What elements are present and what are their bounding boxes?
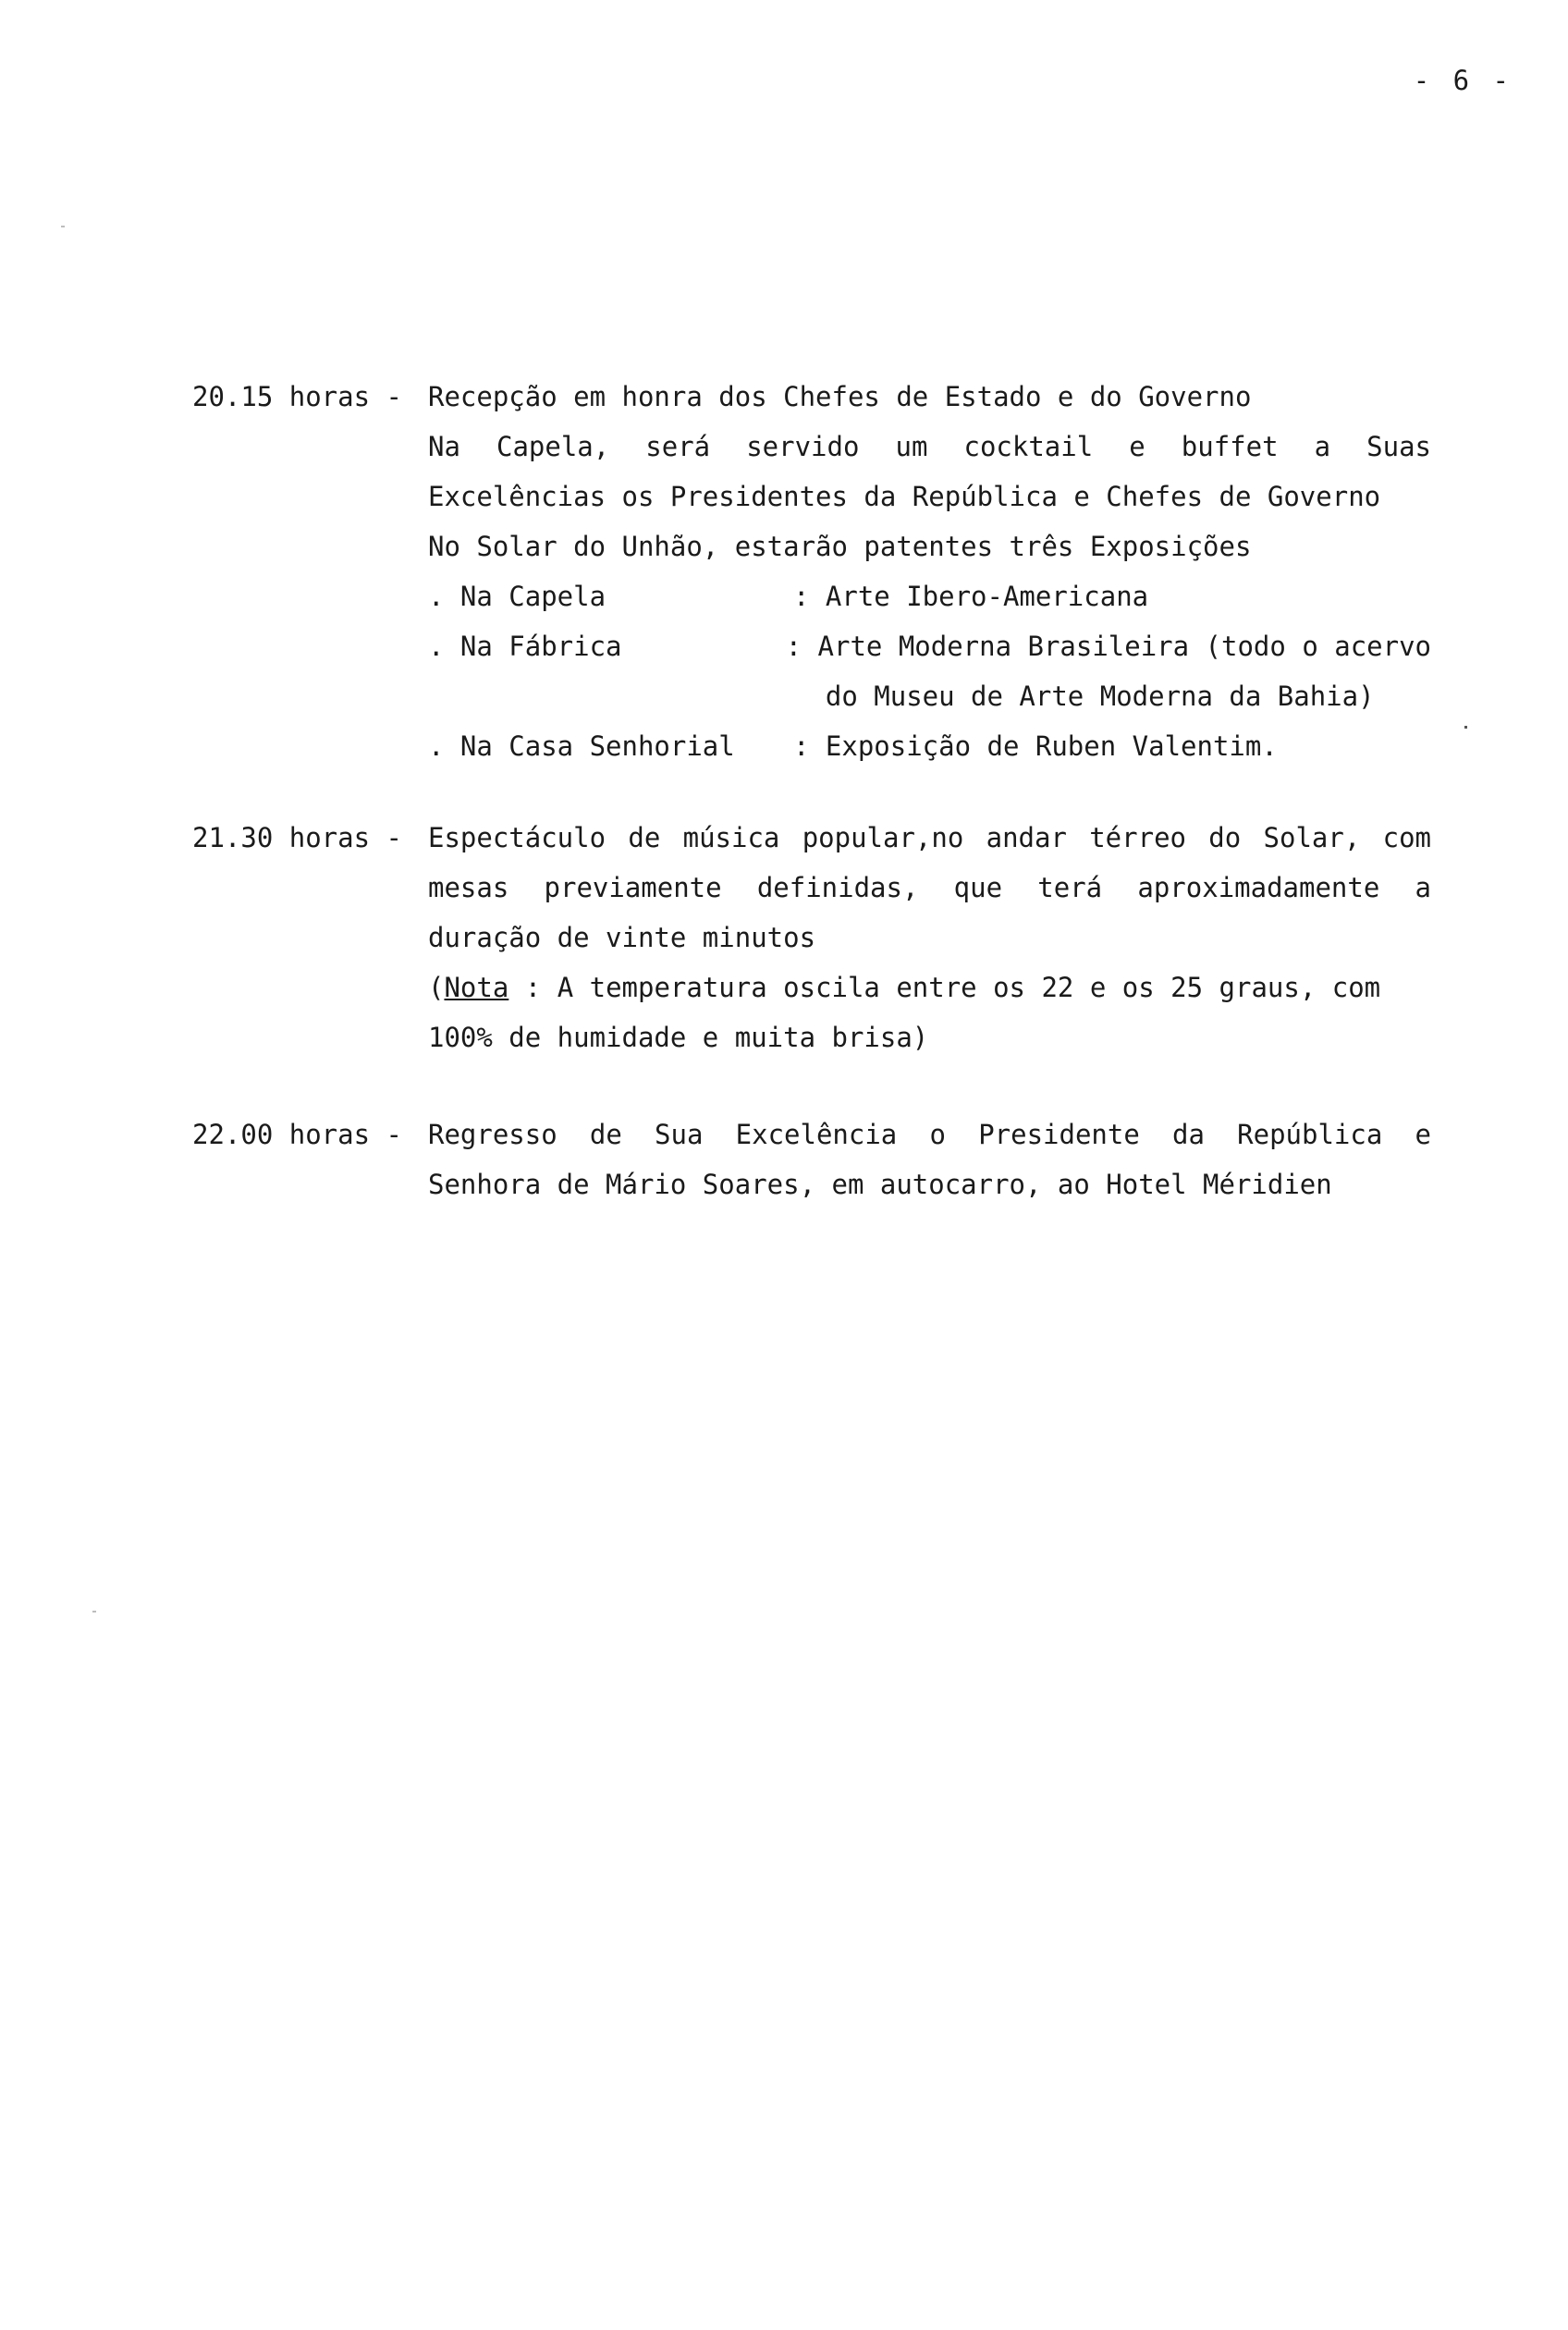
entry-line: Recepção em honra dos Chefes de Estado e do Governo bbox=[428, 381, 1252, 412]
entry-line: Espectáculo de música popular,no andar térreo do Solar, com bbox=[428, 822, 1431, 853]
scan-speck bbox=[1464, 726, 1467, 729]
note-label: Nota bbox=[444, 972, 509, 1003]
entry-line: Na Capela, será servido um cocktail e buffet a Suas bbox=[428, 431, 1431, 462]
entry-line: duração de vinte minutos bbox=[428, 922, 816, 953]
exhibition-venue: . Na Capela bbox=[428, 581, 606, 612]
entry-line: No Solar do Unhão, estarão patentes três Exposições bbox=[428, 531, 1252, 562]
note-text: : A temperatura oscila entre os 22 e os 25 graus, com bbox=[508, 972, 1381, 1003]
note-line-2: 100% de humidade e muita brisa) bbox=[428, 1022, 929, 1053]
exhibition-venue: . Na Casa Senhorial bbox=[428, 730, 735, 762]
scan-speck bbox=[92, 1611, 96, 1613]
entry-line: Regresso de Sua Excelência o Presidente da República e bbox=[428, 1119, 1431, 1150]
entry-time: 21.30 horas - bbox=[192, 822, 402, 853]
entry-content bbox=[428, 813, 1431, 1062]
entry-line: mesas previamente definidas, que terá aproximadamente a bbox=[428, 872, 1431, 903]
exhibition-item-continuation bbox=[428, 671, 1431, 721]
exhibition-title: do Museu de Arte Moderna da Bahia) bbox=[793, 681, 1375, 712]
entry-line: Senhora de Mário Soares, em autocarro, ao Hotel Méridien bbox=[428, 1169, 1332, 1200]
exhibition-title: : Arte Ibero-Americana bbox=[793, 581, 1149, 612]
scan-speck bbox=[61, 226, 65, 227]
exhibition-venue: . Na Fábrica bbox=[428, 631, 622, 662]
note-open-paren: ( bbox=[428, 972, 445, 1003]
exhibition-item bbox=[428, 721, 1431, 771]
entry-time: 22.00 horas - bbox=[192, 1119, 402, 1150]
entry-content bbox=[428, 372, 1431, 771]
entry-line: Excelências os Presidentes da República e Chefes de Governo bbox=[428, 481, 1381, 512]
exhibition-title: : Arte Moderna Brasileira (todo o acervo bbox=[785, 631, 1431, 662]
note-line bbox=[428, 963, 1431, 1012]
exhibition-item bbox=[428, 571, 1431, 621]
entry-time: 20.15 horas - bbox=[192, 381, 402, 412]
exhibition-item bbox=[428, 621, 1431, 671]
exhibition-title: : Exposição de Ruben Valentim. bbox=[793, 730, 1278, 762]
page-number: - 6 - bbox=[1413, 65, 1513, 96]
exhibition-venue bbox=[428, 671, 793, 721]
entry-content bbox=[428, 1110, 1431, 1209]
